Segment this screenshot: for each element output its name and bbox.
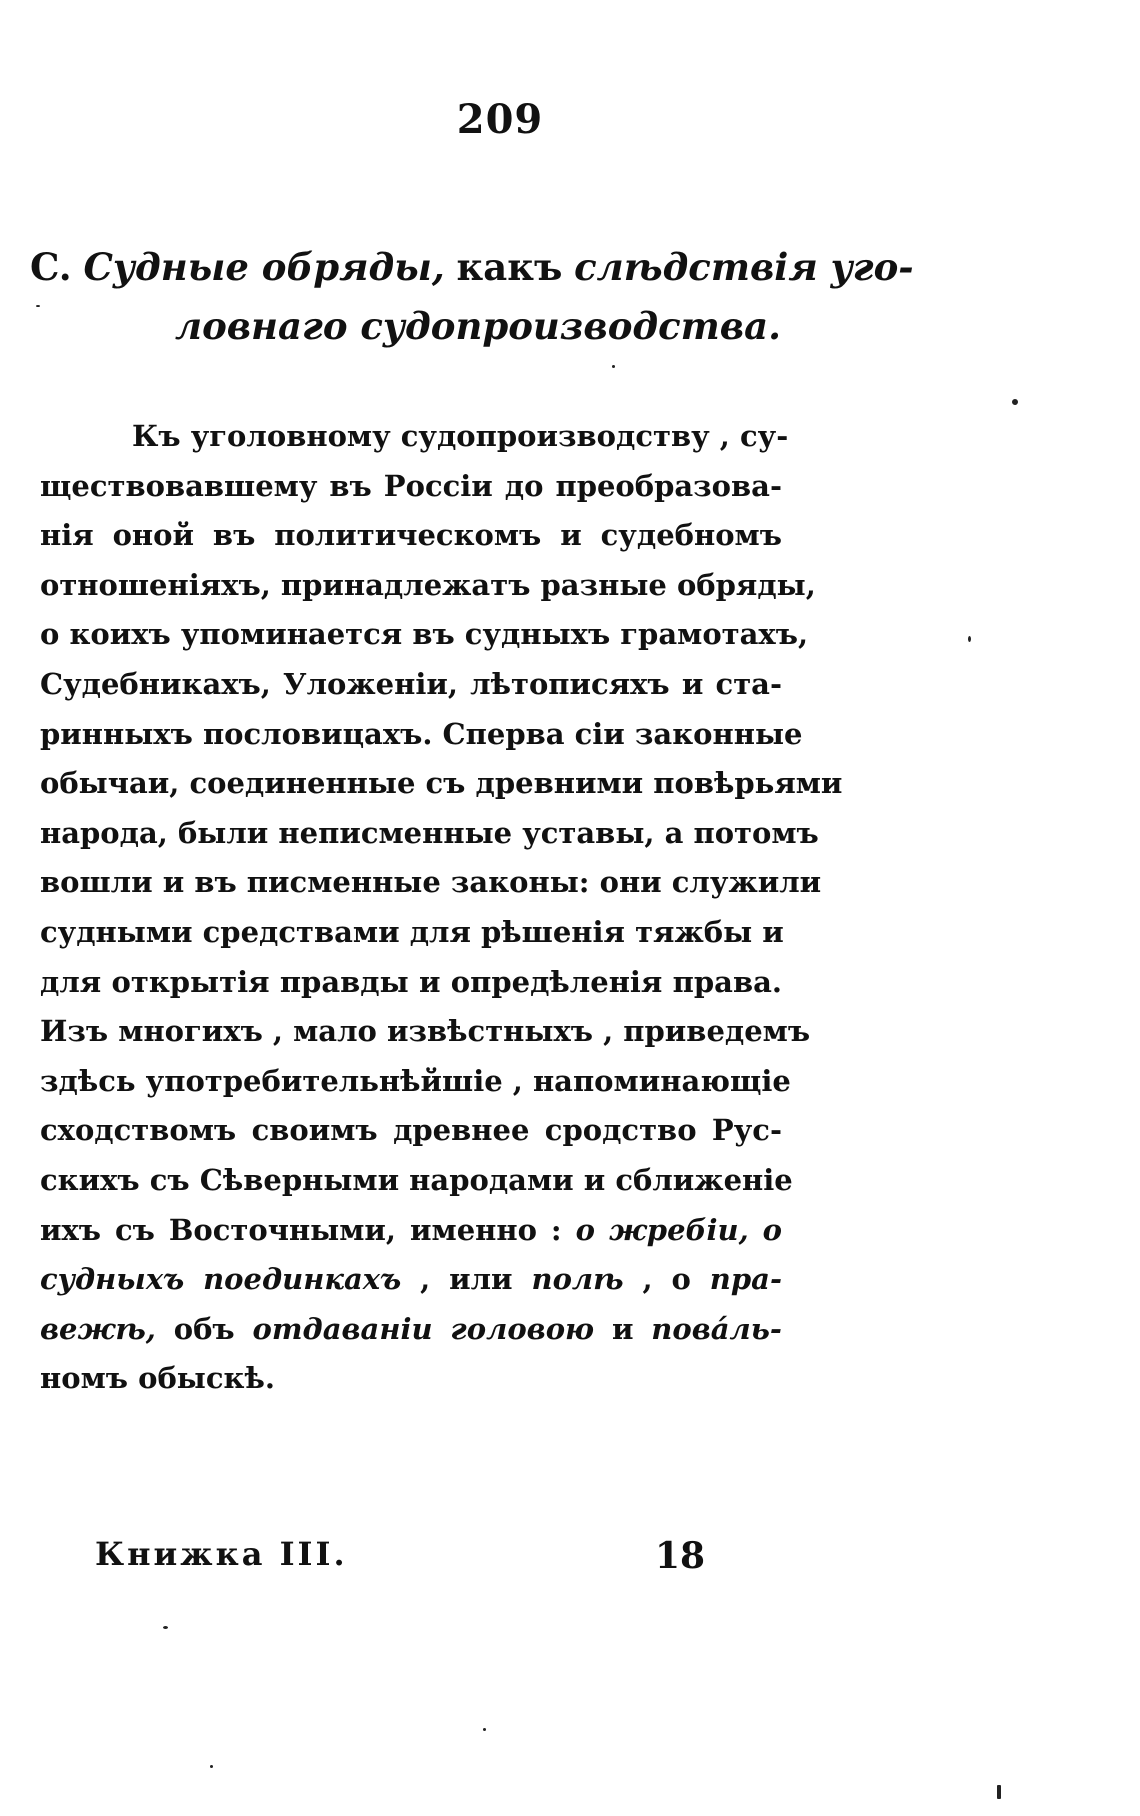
scan-speck (1012, 399, 1018, 405)
scan-speck (968, 636, 971, 642)
heading-roman: какъ (456, 245, 563, 289)
book-label: Книжка III. (95, 1535, 348, 1573)
page-footer (95, 1535, 715, 1577)
scan-speck (163, 1626, 168, 1629)
body-line: ществовавшему въ Россіи до преобразова- (40, 468, 782, 503)
body-paragraph (40, 412, 843, 1404)
heading-italic-2: слѣдствія уго- (574, 245, 914, 289)
body-line: Къ уголовному судопроизводству , су- (132, 419, 789, 453)
body-line-last: номъ обыскѣ. (40, 1361, 275, 1396)
body-line-mixed (40, 1206, 782, 1256)
body-line: о коихъ упоминается въ судныхъ грамотахъ, (40, 617, 809, 652)
body-italic-fragment: о (762, 1212, 782, 1247)
body-roman-fragment: ихъ съ Восточными, именно : (40, 1212, 562, 1247)
body-line: здѣсь употребительнѣйшіе , напоминающіе (40, 1063, 791, 1098)
body-line: сходствомъ своимъ древнее сродство Рус- (40, 1113, 782, 1148)
body-line: Судебникахъ, Уложеніи, лѣтописяхъ и ста- (40, 666, 782, 701)
body-line-mixed (40, 1305, 782, 1355)
body-roman-fragment: объ (173, 1311, 235, 1346)
body-italic-fragment: полѣ (531, 1262, 624, 1297)
body-roman-fragment: и (611, 1311, 634, 1346)
body-line: Изъ многихъ , мало извѣстныхъ , приведемъ (40, 1014, 811, 1049)
signature-mark: 18 (655, 1535, 706, 1577)
body-roman-fragment: , о (642, 1262, 691, 1297)
scan-speck (210, 1765, 213, 1768)
body-line-mixed (40, 1255, 782, 1305)
scan-speck (36, 305, 40, 307)
section-letter: C. (30, 245, 72, 289)
body-line: для открытія правды и опредѣленія права. (40, 964, 782, 999)
heading-italic-1: Судные обряды, (83, 245, 445, 289)
body-line: ринныхъ пословицахъ. Сперва сіи законные (40, 716, 803, 751)
page-number: 209 (456, 96, 544, 143)
body-italic-fragment: повáль- (651, 1311, 782, 1346)
section-heading (30, 238, 914, 355)
scan-speck (612, 365, 615, 368)
body-line: вошли и въ писменные законы: они служили (40, 865, 822, 900)
body-italic-fragment: о жребіи, (575, 1212, 749, 1247)
body-italic-fragment: отдаваніи головою (252, 1311, 595, 1346)
body-line: народа, были неписменные уставы, а потомъ (40, 815, 819, 850)
body-line: нія оной въ политическомъ и судебномъ (40, 518, 782, 553)
body-line: обычаи, соединенные съ древними повѣрьями (40, 766, 843, 801)
body-italic-fragment: пра- (709, 1262, 782, 1297)
body-line: отношеніяхъ, принадлежатъ разные обряды, (40, 567, 816, 602)
heading-line-1 (30, 238, 914, 297)
body-italic-fragment: судныхъ поединкахъ (40, 1262, 402, 1297)
body-italic-fragment: вежѣ, (40, 1311, 156, 1346)
body-line: судными средствами для рѣшенія тяжбы и (40, 914, 784, 949)
body-roman-fragment: , или (420, 1262, 513, 1297)
scan-speck (483, 1728, 486, 1731)
heading-line-2: ловнаго судопроизводства. (175, 304, 781, 348)
body-line: скихъ съ Сѣверными народами и сближеніе (40, 1162, 793, 1197)
scan-speck (997, 1785, 1001, 1799)
